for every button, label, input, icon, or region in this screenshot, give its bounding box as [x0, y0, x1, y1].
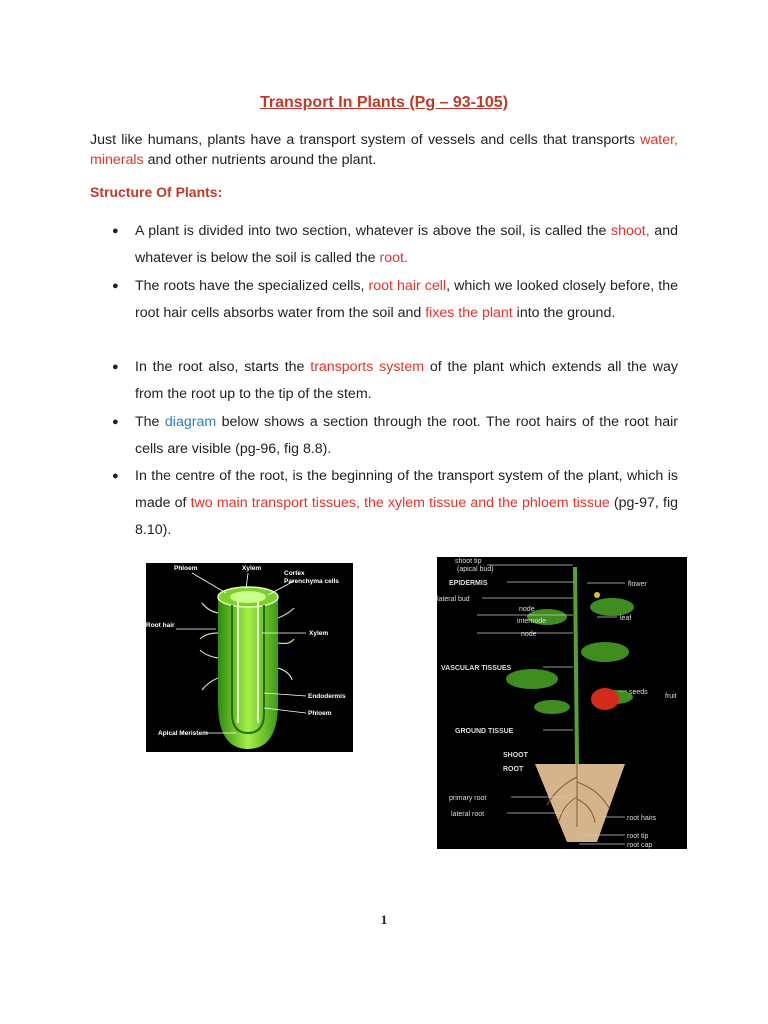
- bullet-text: A plant is divided into two section, whatever is above the soil, is called the: [135, 223, 612, 239]
- plant-diagram: [437, 557, 687, 849]
- label-root-hairs: root hairs: [627, 815, 657, 822]
- bullet-text: of the plant which extends all the way from the root up to the tip of the stem.: [135, 359, 678, 402]
- label-shoot: SHOOT: [503, 752, 528, 759]
- label-phloem: Phloem: [174, 565, 198, 572]
- label-ground-tissue: GROUND TISSUE: [455, 728, 514, 735]
- intro-paragraph: [90, 130, 678, 170]
- bullet-highlight: root hair cell: [368, 278, 447, 294]
- label-apical-meristem: Apical Meristem: [158, 730, 208, 737]
- label-fruit: fruit: [665, 693, 677, 700]
- bullet-text: , which we looked closely before, the root hair cells absorbs water from the soil and: [135, 278, 678, 321]
- label-vascular-tissues: VASCULAR TISSUES: [441, 665, 512, 672]
- bullet-item: [112, 463, 678, 544]
- label-xylem: Xylem: [242, 565, 262, 572]
- bullet-item: [112, 218, 678, 272]
- page-number: 1: [380, 912, 388, 927]
- bullet-item: [112, 409, 678, 463]
- label-parenchyma: Parenchyma cells: [284, 578, 339, 585]
- bullet-dot-icon: ●: [112, 470, 119, 482]
- label-internode: internode: [517, 618, 547, 625]
- bullet-highlight: shoot,: [611, 223, 650, 239]
- label-leaf: leaf: [620, 615, 632, 622]
- label-root: ROOT: [503, 766, 524, 773]
- label-phloem-2: Phloem: [308, 710, 332, 717]
- bullet-text: below shows a section through the root. The root hairs of the root hair cells are visible (pg-96, fig 8.8).: [135, 414, 678, 457]
- label-primary-root: primary root: [449, 795, 487, 802]
- page-title: Transport In Plants (Pg – 93-105): [259, 94, 509, 111]
- label-epidermis: EPIDERMIS: [449, 580, 488, 587]
- bullet-dot-icon: ●: [112, 280, 119, 292]
- bullet-dot-icon: ●: [112, 361, 119, 373]
- bullet-item: [112, 273, 678, 327]
- bullet-text: and whatever is below the soil is called the: [135, 223, 678, 266]
- bullet-text: In the centre of the root, is the beginning of the transport system of the plant, which is made of: [135, 468, 678, 511]
- plant-diagram-svg: [437, 557, 687, 849]
- bullet-highlight: fixes the plant: [425, 305, 513, 321]
- label-root-hair: Root hair: [146, 622, 175, 629]
- bullet-text: into the ground.: [512, 305, 616, 321]
- section-heading: Structure Of Plants:: [90, 184, 223, 200]
- label-shoot-tip: shoot tip: [455, 558, 482, 565]
- label-root-tip: root tip: [627, 833, 649, 840]
- bullet-dot-icon: ●: [112, 416, 119, 428]
- label-seeds: seeds: [629, 689, 648, 696]
- bullet-highlight: root.: [379, 250, 408, 266]
- root-section-diagram: [146, 563, 353, 752]
- label-xylem-2: Xylem: [309, 630, 329, 637]
- label-root-cap: root cap: [627, 842, 653, 849]
- label-flower: flower: [628, 581, 647, 588]
- intro-text: Just like humans, plants have a transport system of vessels and cells that transports: [90, 132, 641, 148]
- root-section-svg: [146, 563, 353, 752]
- label-lateral-bud: lateral bud: [437, 596, 470, 603]
- label-node-2: node: [521, 631, 537, 638]
- label-cortex: Cortex: [284, 570, 305, 577]
- bullet-highlight: diagram: [164, 414, 217, 430]
- label-apical-bud: (apical bud): [457, 566, 494, 573]
- label-endodermis: Endodermis: [308, 693, 346, 700]
- bullet-highlight: transports system: [310, 359, 425, 375]
- bullet-dot-icon: ●: [112, 225, 119, 237]
- intro-text-end: and other nutrients around the plant.: [143, 152, 377, 168]
- bullet-item: [112, 354, 678, 408]
- bullet-text: (pg-97, fig 8.10).: [135, 495, 678, 538]
- bullet-text: The: [135, 414, 165, 430]
- bullet-highlight: two main transport tissues, the xylem tissue and the phloem tissue: [190, 495, 610, 511]
- label-lateral-root: lateral root: [451, 811, 485, 818]
- bullet-text: The roots have the specialized cells,: [135, 278, 369, 294]
- label-node: node: [519, 606, 535, 613]
- intro-highlight: water, minerals: [90, 132, 678, 168]
- bullet-text: In the root also, starts the: [135, 359, 311, 375]
